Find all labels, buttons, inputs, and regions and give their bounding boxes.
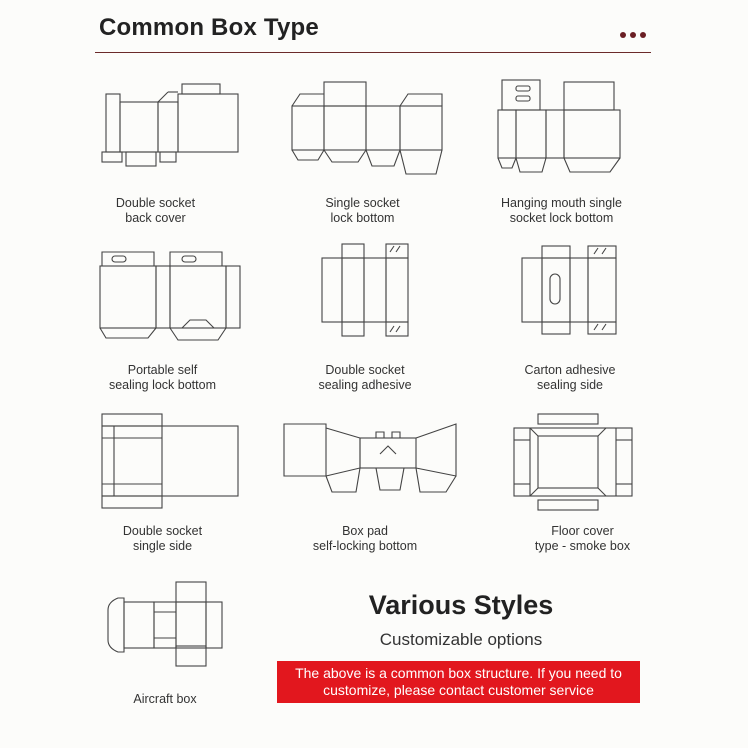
dieline-icon xyxy=(288,80,448,180)
box-label-line: sealing lock bottom xyxy=(108,378,216,392)
dieline-icon xyxy=(518,240,622,344)
box-diagram-floor-cover xyxy=(510,410,636,514)
promo-subheading: Customizable options xyxy=(379,630,543,649)
box-label-line: Double socket xyxy=(115,196,196,210)
box-label-line: Floor cover xyxy=(551,524,614,538)
box-label-line: Hanging mouth single xyxy=(501,196,622,210)
box-label-line: single side xyxy=(132,539,193,553)
box-diagram-aircraft-box xyxy=(104,576,226,676)
box-diagram-carton-adhesive xyxy=(518,240,622,344)
box-label-line: socket lock bottom xyxy=(509,211,614,225)
box-label xyxy=(494,196,629,226)
box-label xyxy=(505,363,635,393)
box-label-line: Aircraft box xyxy=(133,692,197,706)
box-label-line: self-locking bottom xyxy=(312,539,418,553)
dot xyxy=(620,32,626,38)
box-diagram-single-socket-lock-bottom xyxy=(288,80,448,180)
dieline-icon xyxy=(98,80,243,180)
box-label-line: sealing side xyxy=(536,378,603,392)
box-label xyxy=(105,524,220,554)
notice-line: The above is a common box structure. If you need to xyxy=(295,665,622,681)
contact-notice-banner xyxy=(277,661,640,703)
promo-heading: Various Styles xyxy=(368,590,554,620)
box-label xyxy=(305,363,425,393)
header-divider xyxy=(95,52,651,53)
dot xyxy=(640,32,646,38)
notice-line: customize, please contact customer service xyxy=(323,682,594,698)
box-label xyxy=(300,524,430,554)
dieline-icon xyxy=(318,240,414,344)
dieline-icon xyxy=(104,576,226,676)
box-label-line: Portable self xyxy=(127,363,198,377)
box-diagram-double-socket-back-cover xyxy=(98,80,243,180)
box-diagram-hanging-mouth xyxy=(496,76,626,180)
box-label xyxy=(515,524,650,554)
box-label xyxy=(100,363,225,393)
dieline-icon xyxy=(280,418,462,498)
dieline-icon xyxy=(510,410,636,514)
box-label-line: sealing adhesive xyxy=(318,378,412,392)
header xyxy=(0,0,748,56)
box-diagram-portable-self-sealing xyxy=(98,246,244,346)
box-label-line: lock bottom xyxy=(330,211,395,225)
box-diagram-double-socket-single-side xyxy=(96,410,242,514)
box-diagram-double-socket-sealing-adhesive xyxy=(318,240,414,344)
dieline-icon xyxy=(98,246,244,346)
box-label xyxy=(98,196,213,226)
dot xyxy=(630,32,636,38)
box-label-line: Box pad xyxy=(342,524,388,538)
dieline-icon xyxy=(496,76,626,180)
more-dots-icon[interactable] xyxy=(620,32,646,38)
box-label xyxy=(305,196,420,226)
box-label-line: Single socket xyxy=(325,196,400,210)
box-label-line: Carton adhesive xyxy=(524,363,616,377)
page-title: Common Box Type xyxy=(99,14,319,41)
box-label-line: Double socket xyxy=(325,363,405,377)
box-diagram-box-pad xyxy=(280,418,462,498)
box-label-line: type - smoke box xyxy=(534,539,631,553)
dieline-icon xyxy=(96,410,242,514)
box-label xyxy=(115,692,215,707)
box-label-line: Double socket xyxy=(122,524,203,538)
box-label-line: back cover xyxy=(125,211,186,225)
